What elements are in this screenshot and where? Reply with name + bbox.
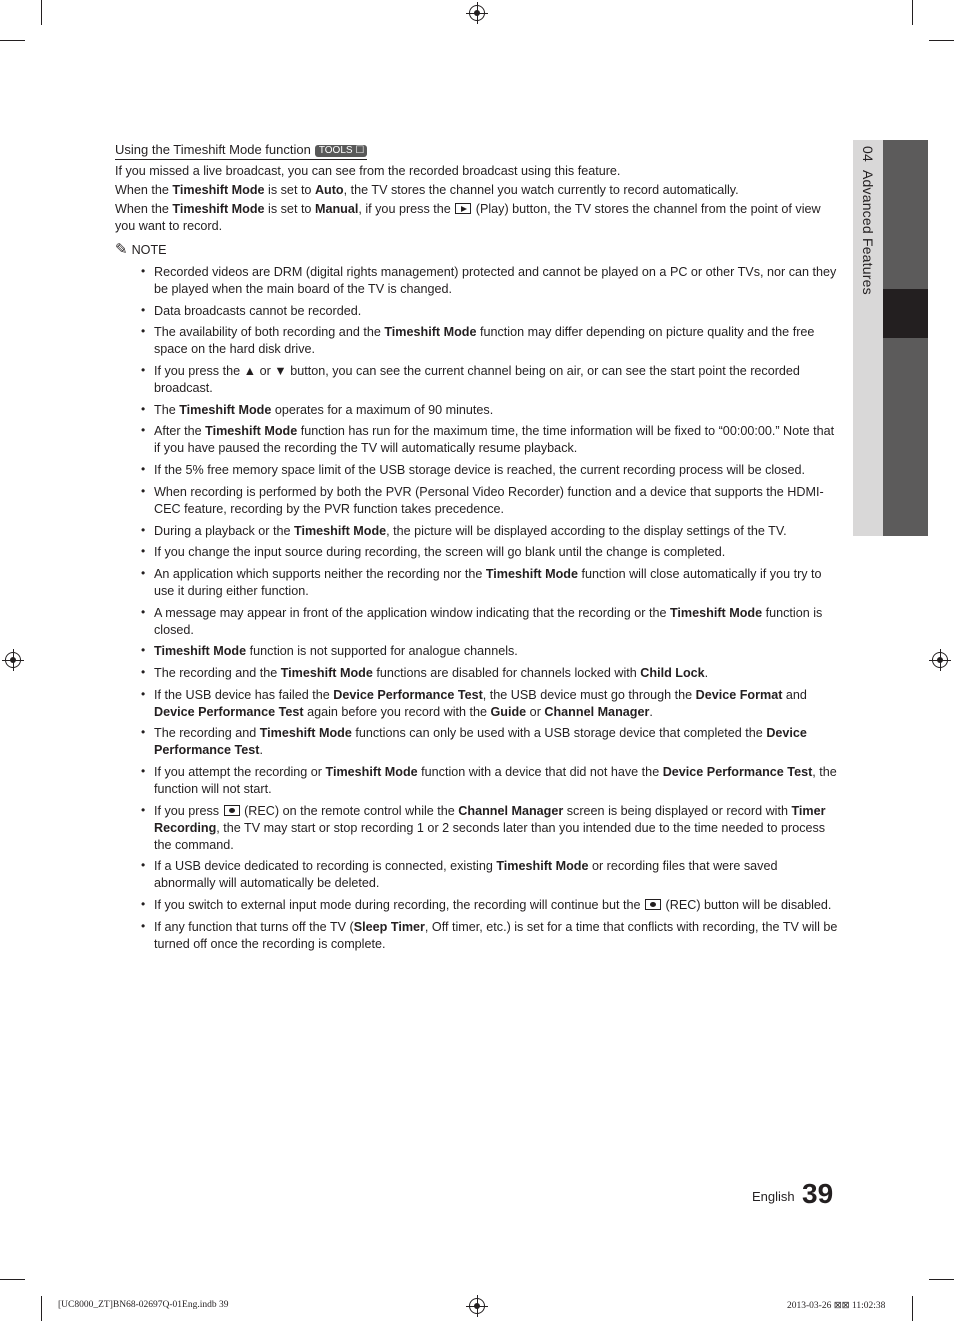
bold-term: Channel Manager (544, 704, 650, 719)
note-item (115, 725, 840, 759)
imprint-file: [UC8000_ZT]BN68-02697Q-01Eng.indb 39 (58, 1300, 229, 1310)
crop-mark (41, 0, 42, 25)
note-item (115, 803, 840, 854)
pencil-icon: ✎ (115, 241, 128, 258)
note-item (115, 764, 840, 798)
bold-term: Child Lock (640, 665, 705, 680)
text-run: functions can only be used with a USB storage device that completed the (351, 726, 767, 741)
note-item (115, 264, 840, 298)
bold-term: Timeshift Mode (205, 424, 298, 439)
text-run: An application which supports neither the recording nor the (154, 566, 486, 581)
crop-mark (912, 1296, 913, 1321)
registration-mark-icon (5, 652, 21, 668)
tools-badge (315, 145, 367, 157)
bold-term: Timeshift Mode (294, 523, 387, 538)
text-run: , the function will not start. (154, 765, 837, 796)
text-run: function will close automatically if you try to use it during either function. (154, 566, 822, 598)
section-number: 04 (860, 146, 876, 162)
text-run: The (154, 402, 180, 417)
bold-term: Timeshift Mode (280, 665, 373, 680)
text-run: operates for a maximum of 90 minutes. (271, 402, 494, 417)
bold-term: Channel Manager (458, 803, 564, 818)
note-item (115, 687, 840, 721)
text-run: is set to (264, 183, 315, 197)
bold-term: Device Performance Test (662, 765, 813, 779)
bold-term: Guide (490, 704, 527, 719)
registration-mark-icon (469, 1298, 485, 1314)
note-header (115, 241, 840, 259)
bold-term: Timeshift Mode (179, 402, 272, 417)
intro-paragraph (115, 201, 840, 235)
intro-paragraph (115, 163, 840, 180)
bold-term: Sleep Timer (353, 919, 425, 934)
note-item (115, 566, 840, 600)
text-run: If you change the input source during recording, the screen will go blank until the change is completed. (154, 545, 726, 560)
tools-badge-label: TOOLS (318, 145, 353, 156)
text-run: or recording files that were saved abnormally will automatically be deleted. (154, 859, 778, 891)
registration-mark-icon (932, 652, 948, 668)
text-run: or (526, 704, 545, 719)
note-item (115, 324, 840, 358)
text-run: , the picture will be displayed according to the display settings of the TV. (386, 523, 787, 538)
bold-term: Timeshift Mode (669, 605, 763, 620)
bold-term: Timeshift Mode (325, 765, 418, 779)
crop-mark (929, 40, 954, 41)
intro-paragraph (115, 182, 840, 199)
text-run: . (649, 704, 653, 719)
text-run: , the USB device must go through the (482, 687, 696, 702)
note-item (115, 484, 840, 518)
text-run: (REC) on the remote control while the (240, 803, 459, 818)
bold-term: Timeshift Mode (485, 566, 578, 581)
note-label: NOTE (131, 243, 167, 257)
section-tab-label (860, 146, 876, 295)
text-run: If a USB device dedicated to recording is connected, existing (154, 859, 497, 874)
bold-term: Device Performance Test (154, 726, 807, 758)
text-run: If you missed a live broadcast, you can see from the recorded broadcast using this feature. (115, 164, 621, 178)
text-run: and (782, 687, 807, 702)
bold-term: Timeshift Mode (172, 183, 265, 197)
note-item (115, 897, 840, 914)
crop-mark (912, 0, 913, 25)
text-run: functions are disabled for channels locked with (372, 665, 641, 680)
heading-text: Using the Timeshift Mode function (115, 142, 311, 157)
text-run: screen is being displayed or record with (563, 803, 792, 818)
text-run: If you attempt the recording or (154, 765, 326, 779)
note-item (115, 665, 840, 682)
footer-language: English (752, 1189, 795, 1204)
text-run: function may differ depending on picture quality and the free space on the hard disk drive. (154, 325, 815, 357)
intro-paragraphs (115, 163, 840, 235)
crop-mark (41, 1296, 42, 1321)
registration-mark-icon (469, 5, 485, 21)
rec-button-icon (224, 805, 240, 816)
text-run: . (704, 665, 709, 680)
text-run: If any function that turns off the TV ( (154, 919, 354, 934)
text-run: A message may appear in front of the application window indicating that the recording or the (154, 605, 670, 620)
bold-term: Device Format (695, 687, 783, 702)
text-run: again before you record with the (303, 704, 491, 719)
bold-term: Auto (314, 183, 344, 197)
text-run: After the (154, 424, 206, 439)
text-run: The availability of both recording and the (154, 325, 385, 340)
text-run: . (259, 743, 263, 758)
note-list (115, 264, 840, 953)
bold-term: Timeshift Mode (172, 202, 265, 216)
note-item (115, 643, 840, 660)
text-run: , if you press the (358, 202, 455, 216)
text-run: Recorded videos are DRM (digital rights management) protected and cannot be played on a PC or other TVs, nor can they be played when the main board of the TV is changed. (154, 265, 837, 296)
section-heading (115, 141, 367, 160)
section-tab-dark (883, 140, 928, 536)
note-item (115, 363, 840, 397)
text-run: When the (115, 183, 173, 197)
text-run: (Play) button, the TV stores the channel from the point of view you want to record. (115, 202, 821, 233)
note-item (115, 605, 840, 639)
note-item (115, 919, 840, 953)
text-run: function with a device that did not have the (417, 765, 663, 779)
crop-mark (0, 1279, 25, 1280)
text-run: Data broadcasts cannot be recorded. (154, 303, 362, 318)
note-item (115, 402, 840, 419)
main-content (115, 141, 840, 957)
note-item (115, 303, 840, 320)
text-run: The recording and (154, 726, 260, 741)
bold-term: Device Performance Test (154, 704, 304, 719)
text-run: (REC) button will be disabled. (662, 898, 832, 913)
text-run: If you switch to external input mode during recording, the recording will continue but the (154, 898, 645, 913)
text-run: is set to (264, 202, 315, 216)
text-run: , Off timer, etc.) is set for a time that conflicts with recording, the TV will be turned off once the recording is complete. (154, 919, 838, 951)
page-number: 39 (802, 1178, 834, 1209)
text-run: During a playback or the (154, 523, 295, 538)
text-run: If you press the ▲ or ▼ button, you can see the current channel being on air, or can see the start point the recorded broadcast. (154, 364, 800, 396)
imprint-timestamp: 2013-03-26 ⊠⊠ 11:02:38 (787, 1301, 886, 1311)
section-title: Advanced Features (860, 169, 876, 295)
bold-term: Device Performance Test (333, 687, 483, 702)
text-run: When the (115, 202, 173, 216)
bold-term: Timeshift Mode (384, 325, 477, 340)
bold-term: Timer Recording (154, 803, 826, 835)
crop-mark (0, 40, 25, 41)
text-run: If the 5% free memory space limit of the USB storage device is reached, the current recording process will be closed. (154, 463, 805, 478)
text-run: If the USB device has failed the (154, 687, 334, 702)
text-run: , the TV may start or stop recording 1 or 2 seconds later than you intended due to the time needed to process the command. (154, 820, 826, 852)
text-run: If you press (154, 803, 223, 818)
text-run: function has run for the maximum time, the time information will be fixed to “00:00:00.” Note that if you have paused the recording the TV will automatically resume playback. (154, 424, 835, 456)
play-button-icon (455, 203, 471, 214)
bold-term: Timeshift Mode (259, 726, 352, 741)
tools-icon: ☐ (355, 145, 365, 156)
crop-mark (929, 1279, 954, 1280)
note-item (115, 462, 840, 479)
rec-button-icon (645, 899, 661, 910)
bold-term: Manual (314, 202, 359, 216)
note-item (115, 544, 840, 561)
text-run: function is closed. (154, 605, 823, 637)
note-item (115, 423, 840, 457)
bold-term: Timeshift Mode (154, 644, 247, 659)
section-tab-marker (883, 289, 928, 338)
text-run: , the TV stores the channel you watch currently to record automatically. (343, 183, 739, 197)
text-run: function is not supported for analogue channels. (246, 644, 518, 659)
text-run: When recording is performed by both the PVR (Personal Video Recorder) function and a device that supports the HDMI-CEC feature, recording by the PVR function takes precedence. (154, 484, 824, 516)
note-item (115, 523, 840, 540)
bold-term: Timeshift Mode (496, 859, 589, 874)
note-item (115, 858, 840, 892)
text-run: The recording and the (154, 665, 281, 680)
